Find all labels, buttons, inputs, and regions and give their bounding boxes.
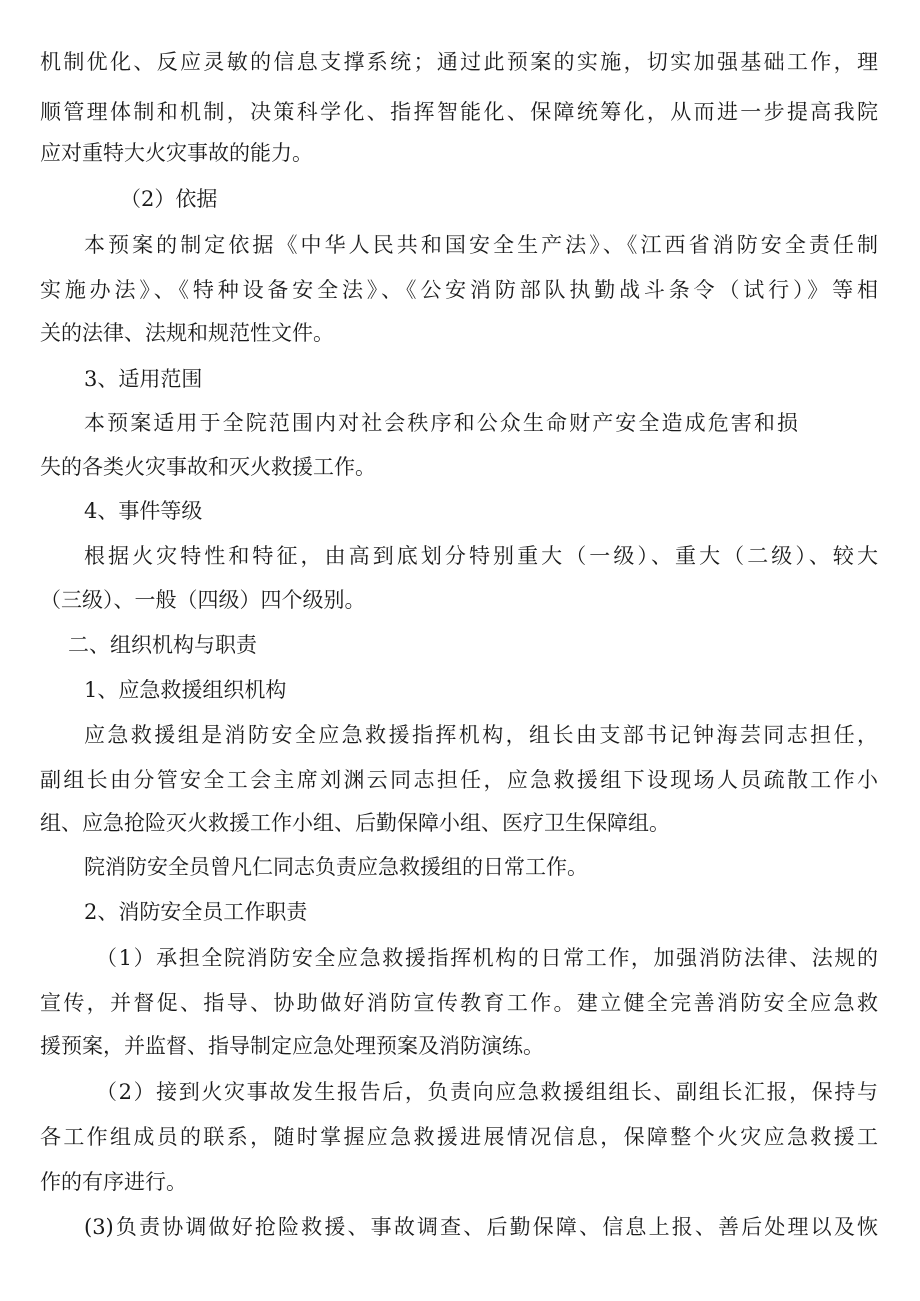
section-heading: 二、组织机构与职责 (68, 633, 257, 657)
text-line: 应对重特大火灾事故的能力。 (40, 141, 313, 165)
section-heading: 2、消防安全员工作职责 (84, 900, 308, 924)
text-line: 关的法律、法规和规范性文件。 (40, 321, 334, 345)
text-line: (3)负责协调做好抢险救援、事故调查、后勤保障、信息上报、善后处理以及恢 (84, 1215, 878, 1239)
text-line: 院消防安全员曾凡仁同志负责应急救援组的日常工作。 (84, 855, 588, 879)
text-line: 本预案的制定依据《中华人民共和国安全生产法》、《江西省消防安全责任制 (84, 233, 878, 257)
section-heading: 4、事件等级 (84, 499, 203, 523)
section-heading: 1、应急救援组织机构 (84, 678, 287, 702)
text-line: 失的各类火灾事故和灭火救援工作。 (40, 455, 376, 479)
text-line: 实施办法》、《特种设备安全法》、《公安消防部队执勤战斗条令（试行）》等相 (40, 278, 878, 302)
section-heading: （2）依据 (120, 187, 218, 211)
text-line: 作的有序进行。 (40, 1170, 187, 1194)
text-line: （三级）、一般（四级）四个级别。 (40, 588, 366, 612)
text-line: 援预案，并监督、指导制定应急处理预案及消防演练。 (40, 1034, 544, 1058)
text-line: 应急救援组是消防安全应急救援指挥机构，组长由支部书记钟海芸同志担任， (84, 723, 878, 747)
text-line: 本预案适用于全院范围内对社会秩序和公众生命财产安全造成危害和损 (84, 411, 798, 435)
text-line: 机制优化、反应灵敏的信息支撑系统；通过此预案的实施，切实加强基础工作，理 (40, 50, 878, 74)
text-line: 副组长由分管安全工会主席刘渊云同志担任，应急救援组下设现场人员疏散工作小 (40, 768, 878, 792)
text-line: 根据火灾特性和特征，由高到底划分特别重大（一级）、重大（二级）、较大 (84, 544, 878, 568)
section-heading: 3、适用范围 (84, 367, 203, 391)
text-line: 各工作组成员的联系，随时掌握应急救援进展情况信息，保障整个火灾应急救援工 (40, 1125, 878, 1149)
text-line: （2）接到火灾事故发生报告后，负责向应急救援组组长、副组长汇报，保持与 (96, 1080, 878, 1104)
text-line: （1）承担全院消防安全应急救援指挥机构的日常工作，加强消防法律、法规的 (96, 946, 878, 970)
text-line: 顺管理体制和机制，决策科学化、指挥智能化、保障统筹化，从而进一步提高我院 (40, 100, 878, 124)
text-line: 组、应急抢险灭火救援工作小组、后勤保障小组、医疗卫生保障组。 (40, 811, 670, 835)
text-line: 宣传，并督促、指导、协助做好消防宣传教育工作。建立健全完善消防安全应急救 (40, 991, 878, 1015)
